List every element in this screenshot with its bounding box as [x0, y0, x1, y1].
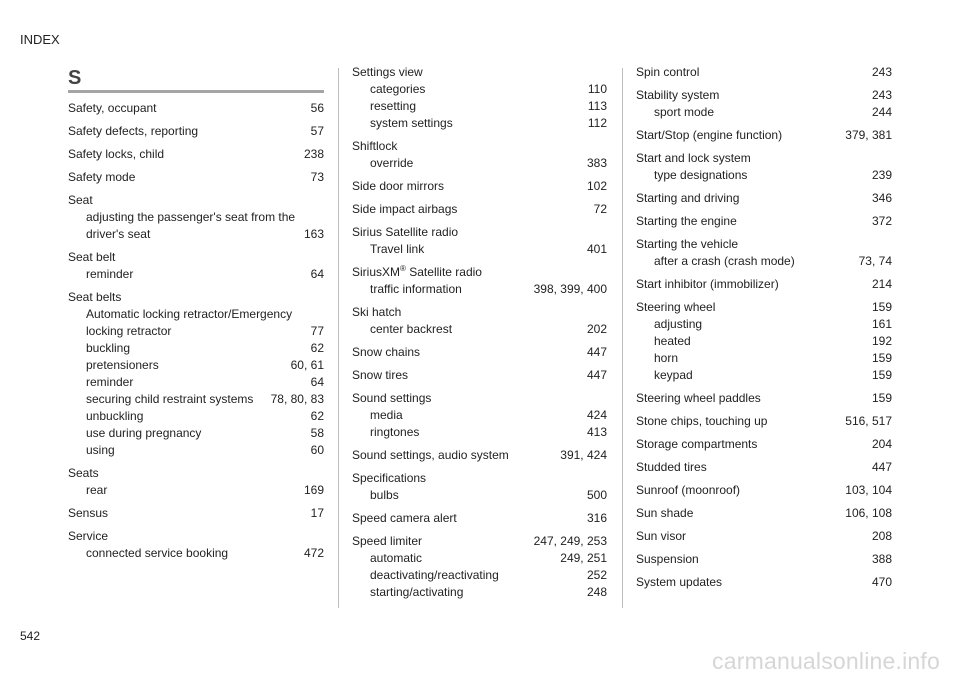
index-entry	[636, 436, 892, 453]
subentry-term: categories	[370, 82, 426, 96]
entry-pages: 388	[871, 552, 892, 566]
subentry-pages: 159	[871, 368, 892, 382]
subentry-term: resetting	[370, 99, 417, 113]
subentry-pages: 202	[586, 322, 607, 336]
subentry-pages: 248	[586, 585, 607, 599]
subentry-term: keypad	[654, 368, 693, 382]
subentry-pages: 192	[871, 334, 892, 348]
subentry-pages: 413	[586, 425, 607, 439]
index-subentry	[68, 545, 324, 562]
entry-term: Stability system	[636, 88, 720, 102]
subentry-pages: 500	[586, 488, 607, 502]
index-entry-row	[68, 146, 324, 163]
entry-pages: 159	[871, 391, 892, 405]
entry-pages: 103, 104	[845, 483, 892, 497]
index-entry-row	[636, 436, 892, 453]
index-subentry	[352, 567, 607, 584]
index-subentry	[68, 482, 324, 499]
index-entry	[352, 390, 607, 441]
index-subentry	[352, 424, 607, 441]
index-subentry	[68, 340, 324, 357]
index-entry	[636, 505, 892, 522]
entry-term: Speed camera alert	[352, 511, 457, 525]
index-subentry	[68, 374, 324, 391]
subentry-term: reminder	[86, 267, 134, 281]
index-entry-row	[352, 367, 607, 384]
index-column-1	[68, 64, 324, 568]
subentry-pages: 401	[586, 242, 607, 256]
subentry-term: connected service booking	[86, 546, 229, 560]
index-entry-row	[68, 528, 324, 545]
index-entry-row	[68, 289, 324, 306]
entry-term: Stone chips, touching up	[636, 414, 768, 428]
entry-term: Specifications	[352, 471, 427, 485]
entry-term: Studded tires	[636, 460, 707, 474]
index-entry-row	[68, 123, 324, 140]
index-entry	[352, 304, 607, 338]
index-entry	[636, 190, 892, 207]
index-column-3	[636, 64, 892, 597]
index-entry-row	[636, 127, 892, 144]
index-entry	[636, 213, 892, 230]
entry-pages: 447	[586, 368, 607, 382]
index-entry-row	[636, 482, 892, 499]
entry-pages: 470	[871, 575, 892, 589]
entry-pages: 372	[871, 214, 892, 228]
index-entry	[352, 138, 607, 172]
index-subentry	[352, 241, 607, 258]
entry-term: Start/Stop (engine function)	[636, 128, 783, 142]
index-entry-row	[636, 551, 892, 568]
running-header: INDEX	[20, 32, 60, 47]
entry-term: Speed limiter	[352, 534, 423, 548]
entry-term: Snow tires	[352, 368, 409, 382]
subentry-term: automatic	[370, 551, 423, 565]
index-entry	[636, 276, 892, 293]
entry-term: Starting the engine	[636, 214, 737, 228]
index-entry-row	[636, 190, 892, 207]
watermark: carmanualsonline.info	[712, 648, 940, 674]
index-entry	[68, 123, 324, 140]
entry-pages: 447	[586, 345, 607, 359]
subentry-pages: 62	[310, 341, 324, 355]
index-entry-row	[68, 465, 324, 482]
index-subentry	[636, 316, 892, 333]
subentry-term: heated	[654, 334, 691, 348]
index-entry-row	[68, 249, 324, 266]
index-entry	[352, 344, 607, 361]
entry-term: Suspension	[636, 552, 699, 566]
subentry-pages: 252	[586, 568, 607, 582]
section-letter: S	[68, 67, 82, 89]
index-entry-row	[352, 344, 607, 361]
index-subentry	[636, 253, 892, 270]
entry-pages: 214	[871, 277, 892, 291]
entry-term: Sun shade	[636, 506, 694, 520]
subentry-pages: 244	[871, 105, 892, 119]
index-entry	[352, 470, 607, 504]
subentry-pages: 78, 80, 83	[270, 392, 324, 406]
index-entry-row	[68, 100, 324, 117]
subentry-pages: 161	[871, 317, 892, 331]
subentry-term: sport mode	[654, 105, 715, 119]
index-entry	[352, 367, 607, 384]
index-entry	[352, 447, 607, 464]
index-entry-row	[352, 64, 607, 81]
index-entry	[68, 505, 324, 522]
subentry-pages: 77	[310, 324, 324, 338]
index-entry-row	[352, 447, 607, 464]
entry-term: Starting the vehicle	[636, 237, 739, 251]
index-entry	[352, 533, 607, 601]
subentry-term: pretensioners	[86, 358, 159, 372]
index-entry-row	[352, 510, 607, 527]
entry-pages: 316	[586, 511, 607, 525]
index-entry	[68, 249, 324, 283]
index-entry	[68, 465, 324, 499]
subentry-pages: 62	[310, 409, 324, 423]
subentry-term: after a crash (crash mode)	[654, 254, 795, 268]
index-entry	[636, 299, 892, 384]
subentry-pages: 249, 251	[560, 551, 607, 565]
entry-term: Safety defects, reporting	[68, 124, 199, 138]
index-subentry	[68, 306, 324, 323]
entry-term: Sunroof (moonroof)	[636, 483, 741, 497]
subentry-pages: 239	[871, 168, 892, 182]
entry-pages: 516, 517	[845, 414, 892, 428]
subentry-term: reminder	[86, 375, 134, 389]
index-entry-row	[352, 201, 607, 218]
index-subentry	[352, 584, 607, 601]
registered-mark: ®	[400, 264, 406, 273]
subentry-term: unbuckling	[86, 409, 144, 423]
index-entry-row	[352, 178, 607, 195]
index-entry	[68, 192, 324, 243]
index-entry-row	[352, 390, 607, 407]
entry-term: Sound settings, audio system	[352, 448, 509, 462]
index-entry	[636, 528, 892, 545]
page-number: 542	[20, 629, 41, 643]
entry-term: Seats	[68, 466, 99, 480]
subentry-term: adjusting	[654, 317, 703, 331]
subentry-term: media	[370, 408, 403, 422]
index-entry	[636, 236, 892, 270]
index-entry	[636, 551, 892, 568]
index-entry-row	[352, 533, 607, 550]
subentry-term: using	[86, 443, 115, 457]
subentry-pages: 472	[303, 546, 324, 560]
entry-term: Safety locks, child	[68, 147, 165, 161]
index-entry	[352, 178, 607, 195]
index-subentry	[352, 321, 607, 338]
entry-pages: 106, 108	[845, 506, 892, 520]
index-subentry	[636, 104, 892, 121]
subentry-pages: 159	[871, 351, 892, 365]
subentry-term: deactivating/reactivating	[370, 568, 499, 582]
entry-term: Service	[68, 529, 109, 543]
index-entry	[636, 87, 892, 121]
entry-term: Safety mode	[68, 170, 136, 184]
entry-term: Spin control	[636, 65, 700, 79]
subentry-pages: 398, 399, 400	[533, 282, 607, 296]
subentry-pages: 112	[587, 116, 607, 130]
subentry-pages: 163	[303, 227, 324, 241]
column-divider	[622, 68, 623, 608]
entry-term: Storage compartments	[636, 437, 758, 451]
subentry-term: driver's seat	[86, 227, 151, 241]
subentry-term: Automatic locking retractor/Emergency	[86, 307, 293, 321]
subentry-pages: 113	[587, 99, 607, 113]
index-entry	[636, 150, 892, 184]
entry-term: Snow chains	[352, 345, 421, 359]
index-entry-row	[68, 192, 324, 209]
entry-pages: 243	[871, 65, 892, 79]
subentry-pages: 60	[310, 443, 324, 457]
entry-pages: 57	[310, 124, 324, 138]
index-entry-row	[636, 64, 892, 81]
entry-term: Ski hatch	[352, 305, 402, 319]
subentry-term: horn	[654, 351, 679, 365]
entry-pages: 17	[310, 506, 324, 520]
subentry-pages: 383	[586, 156, 607, 170]
index-entry-row	[636, 413, 892, 430]
index-subentry	[636, 167, 892, 184]
index-entry	[352, 64, 607, 132]
subentry-term: system settings	[370, 116, 453, 130]
section-letter-header	[68, 64, 324, 93]
entry-pages: 102	[586, 179, 607, 193]
entry-term: Seat belt	[68, 250, 116, 264]
subentry-term: securing child restraint systems	[86, 392, 254, 406]
entry-pages: 391, 424	[560, 448, 607, 462]
index-subentry	[352, 115, 607, 132]
index-entry	[352, 264, 607, 298]
index-entry	[636, 390, 892, 407]
index-entry	[636, 127, 892, 144]
index-subentry	[636, 367, 892, 384]
subentry-term: ringtones	[370, 425, 420, 439]
index-entry-row	[636, 236, 892, 253]
entry-pages: 208	[871, 529, 892, 543]
index-subentry	[636, 350, 892, 367]
entry-term: Sensus	[68, 506, 109, 520]
entry-pages: 72	[593, 202, 607, 216]
entry-pages: 447	[871, 460, 892, 474]
index-subentry	[352, 281, 607, 298]
index-subentry	[352, 487, 607, 504]
index-subentry	[352, 407, 607, 424]
index-subentry	[68, 209, 324, 226]
index-entry-row	[636, 213, 892, 230]
index-entry	[636, 482, 892, 499]
index-entry-row	[636, 459, 892, 476]
subentry-term: traffic information	[370, 282, 462, 296]
index-entry-row	[636, 574, 892, 591]
index-subentry	[68, 266, 324, 283]
entry-term: Seat belts	[68, 290, 122, 304]
column-divider	[338, 68, 339, 608]
index-subentry	[68, 323, 324, 340]
entry-term: Seat	[68, 193, 93, 207]
index-entry	[636, 574, 892, 591]
index-entry	[636, 413, 892, 430]
subentry-pages: 64	[310, 375, 324, 389]
index-entry-row	[636, 390, 892, 407]
entry-term: Settings view	[352, 65, 423, 79]
subentry-term: locking retractor	[86, 324, 172, 338]
subentry-pages: 64	[310, 267, 324, 281]
subentry-pages: 73, 74	[858, 254, 892, 268]
subentry-term: use during pregnancy	[86, 426, 202, 440]
index-entry	[636, 64, 892, 81]
index-subentry	[352, 81, 607, 98]
index-entry-row	[352, 264, 607, 281]
entry-pages: 243	[871, 88, 892, 102]
subentry-term: type designations	[654, 168, 748, 182]
index-entry	[68, 289, 324, 459]
entry-term: Side door mirrors	[352, 179, 445, 193]
index-column-2	[352, 64, 607, 607]
entry-term: Sound settings	[352, 391, 432, 405]
index-entry-row	[636, 505, 892, 522]
entry-term: Steering wheel paddles	[636, 391, 761, 405]
index-entry	[352, 201, 607, 218]
index-subentry	[636, 333, 892, 350]
entry-term: Sun visor	[636, 529, 687, 543]
entry-pages: 247, 249, 253	[533, 534, 607, 548]
index-subentry	[352, 98, 607, 115]
entry-pages: 73	[310, 170, 324, 184]
index-subentry	[352, 550, 607, 567]
index-entry-row	[636, 150, 892, 167]
subentry-pages: 58	[310, 426, 324, 440]
index-entry-row	[352, 224, 607, 241]
subentry-pages: 110	[587, 82, 607, 96]
index-entry	[68, 169, 324, 186]
subentry-term: bulbs	[370, 488, 399, 502]
index-subentry	[68, 425, 324, 442]
index-entry	[636, 459, 892, 476]
entry-pages: 159	[871, 300, 892, 314]
index-entry	[352, 510, 607, 527]
subentry-term: rear	[86, 483, 108, 497]
index-subentry	[68, 391, 324, 408]
subentry-pages: 60, 61	[290, 358, 324, 372]
entry-term: Side impact airbags	[352, 202, 458, 216]
subentry-pages: 424	[586, 408, 607, 422]
entry-term: Start and lock system	[636, 151, 751, 165]
entry-pages: 238	[303, 147, 324, 161]
index-entry-row	[68, 505, 324, 522]
subentry-term: buckling	[86, 341, 131, 355]
entry-pages: 204	[871, 437, 892, 451]
index-entry-row	[352, 470, 607, 487]
subentry-pages: 169	[303, 483, 324, 497]
index-entry-row	[636, 276, 892, 293]
index-subentry	[68, 442, 324, 459]
index-entry-row	[352, 138, 607, 155]
entry-term: Starting and driving	[636, 191, 740, 205]
subentry-term: center backrest	[370, 322, 453, 336]
entry-pages: 379, 381	[845, 128, 892, 142]
index-entry-row	[636, 299, 892, 316]
index-subentry	[68, 226, 324, 243]
entry-term: Start inhibitor (immobilizer)	[636, 277, 779, 291]
subentry-term: Travel link	[370, 242, 425, 256]
entry-term: Safety, occupant	[68, 101, 157, 115]
index-entry	[68, 528, 324, 562]
index-entry-row	[636, 87, 892, 104]
subentry-term: starting/activating	[370, 585, 464, 599]
index-entry	[68, 100, 324, 117]
entry-term: Sirius Satellite radio	[352, 225, 459, 239]
subentry-term: adjusting the passenger's seat from the	[86, 210, 296, 224]
entry-pages: 346	[871, 191, 892, 205]
index-subentry	[68, 408, 324, 425]
entry-term: Shiftlock	[352, 139, 398, 153]
entry-term: SiriusXM® Satellite radio	[352, 264, 482, 279]
index-entry	[68, 146, 324, 163]
entry-term: Steering wheel	[636, 300, 716, 314]
entry-pages: 56	[310, 101, 324, 115]
index-entry	[352, 224, 607, 258]
index-entry-row	[636, 528, 892, 545]
index-entry-row	[352, 304, 607, 321]
index-entry-row	[68, 169, 324, 186]
index-subentry	[352, 155, 607, 172]
index-subentry	[68, 357, 324, 374]
subentry-term: override	[370, 156, 414, 170]
entry-term: System updates	[636, 575, 723, 589]
